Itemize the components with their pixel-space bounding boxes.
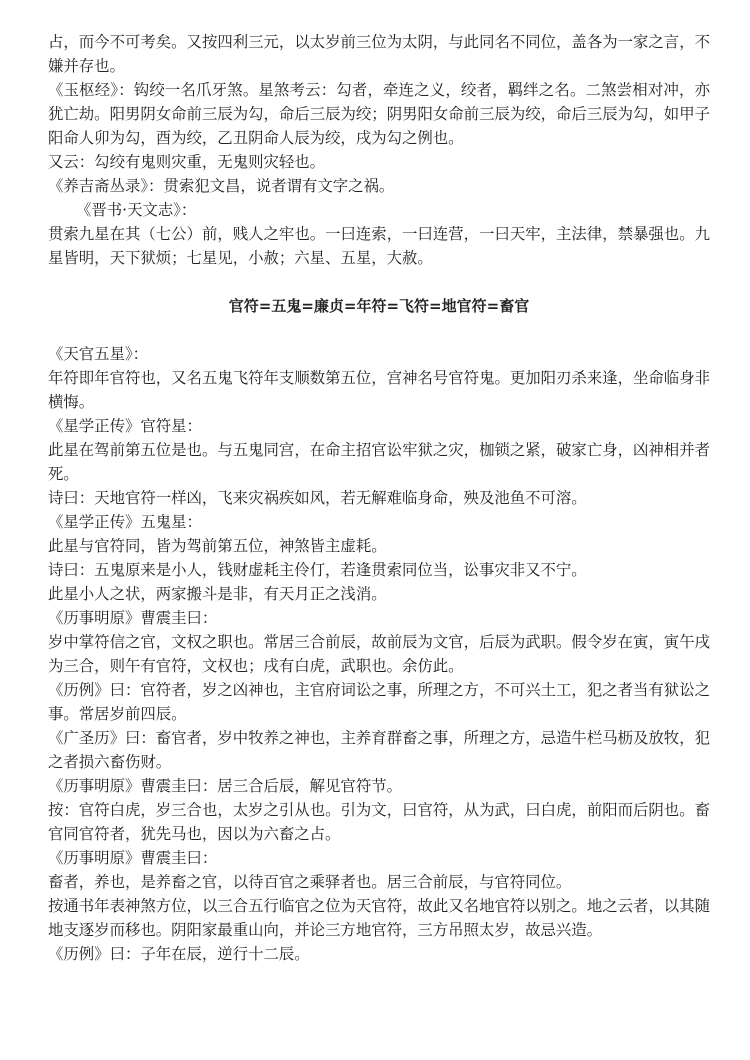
citation-heading: 《晋书·天文志》：	[76, 201, 197, 219]
paragraph: 《历例》曰：官符者，岁之凶神也，主官府词讼之事，所理之方，不可兴土工，犯之者当有狱讼之事。常居岁前四辰。	[48, 681, 710, 723]
paragraph: 畜者，养也，是养畜之官，以待百官之乘驿者也。居三合前辰，与官符同位。	[48, 873, 572, 891]
paragraph: 《广圣历》曰：畜官者，岁中牧养之神也，主养育群畜之事，所理之方，忌造牛栏马枥及放牧，犯之者损六畜伤财。	[48, 729, 710, 771]
paragraph: 此星在驾前第五位是也。与五鬼同宫，在命主招官讼牢狱之灾，枷锁之紧，破家亡身，凶神相并者死。	[48, 441, 710, 483]
paragraph: 《玉枢经》：钩绞一名爪牙煞。星煞考云：勾者，牵连之义，绞者，羁绊之名。二煞尝相对冲，亦犹亡劫。阳男阴女命前三辰为勾，命后三辰为绞；阴男阳女命前三辰为绞，命后三辰为勾，如甲子阳命人卯为勾，酉为绞，乙丑阴命人辰为绞，戌为勾之例也。	[48, 81, 710, 147]
paragraph: 年符即年官符也，又名五鬼飞符年支顺数第五位，宫神名号官符鬼。更加阳刃杀来逢，坐命临身非横悔。	[48, 369, 710, 411]
paragraph: 占，而今不可考矣。又按四利三元，以太岁前三位为太阴，与此同名不同位，盖各为一家之言，不嫌并存也。	[48, 33, 710, 75]
citation-heading: 《星学正传》五鬼星：	[48, 513, 202, 531]
paragraph: 按：官符白虎，岁三合也，太岁之引从也。引为文，曰官符，从为武，曰白虎，前阳而后阴也。畜官同官符者，犹先马也，因以为六畜之占。	[48, 801, 710, 843]
paragraph: 又云：勾绞有鬼则灾重，无鬼则灾轻也。	[48, 153, 326, 171]
section-title: 官符=五鬼=廉贞=年符=飞符=地官符=畜官	[228, 297, 530, 315]
paragraph: 此星小人之状，两家搬斗是非，有天月正之浅消。	[48, 585, 387, 603]
paragraph: 按通书年表神煞方位，以三合五行临官之位为天官符，故此又名地官符以别之。地之云者，以其随地支逐岁而移也。阴阳家最重山向，并论三方地官符，三方吊照太岁，故忌兴造。	[48, 897, 710, 939]
citation-heading: 《星学正传》官符星：	[48, 417, 202, 435]
citation-heading: 《天官五星》：	[48, 345, 149, 363]
paragraph: 此星与官符同，皆为驾前第五位，神煞皆主虚耗。	[48, 537, 387, 555]
paragraph: 《养吉斋丛录》：贯索犯文昌，说者谓有文字之祸。	[48, 177, 395, 195]
paragraph: 贯索九星在其（七公）前，贱人之牢也。一曰连索，一曰连营，一曰天牢，主法律，禁暴强也。九星皆明，天下狱烦；七星见，小赦；六星、五星，大赦。	[48, 225, 710, 267]
paragraph: 《历例》曰：子年在辰，逆行十二辰。	[48, 945, 310, 963]
citation-heading: 《历事明原》曹震圭曰：	[48, 609, 218, 627]
poem-line: 诗曰：五鬼原来是小人，钱财虚耗主伶仃，若逢贯索同位当，讼事灾非又不宁。	[48, 561, 587, 579]
paragraph: 《历事明原》曹震圭曰：居三合后辰，解见官符节。	[48, 777, 402, 795]
poem-line: 诗曰：天地官符一样凶，飞来灾祸疾如风，若无解难临身命，殃及池鱼不可溶。	[48, 489, 587, 507]
paragraph: 岁中掌符信之官，文权之职也。常居三合前辰，故前辰为文官，后辰为武职。假令岁在寅，寅午戌为三合，则午有官符，文权也；戌有白虎，武职也。余仿此。	[48, 633, 710, 675]
citation-heading: 《历事明原》曹震圭曰：	[48, 849, 218, 867]
